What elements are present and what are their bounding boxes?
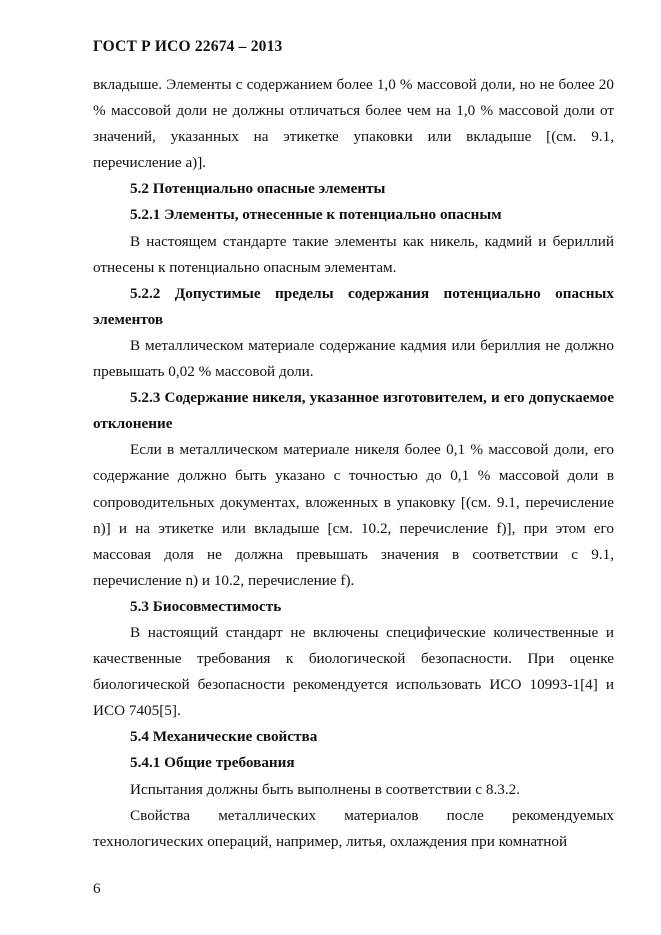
paragraph-5-2-3: Если в металлическом материале никеля более 0,1 % массовой доли, его содержание должно быть указано с точностью до 0,1 % массовой доли в сопроводительных документах, вложенных в упаковку [(см. 9.1, перечисление n)] и на этикетке или вкладыше [см. 10.2, перечисление f)], при этом его массовая доля не должна превышать значения в соответствии с 9.1, перечисление n) и 10.2, перечисление f). bbox=[93, 441, 614, 589]
section-heading-5-2-3: 5.2.3 Содержание никеля, указанное изготовителем, и его допускаемое отклонение bbox=[93, 389, 614, 433]
paragraph-5-2-2: В металлическом материале содержание кадмия или бериллия не должно превышать 0,02 % массовой доли. bbox=[93, 336, 614, 381]
document-body bbox=[93, 72, 614, 855]
page-number: 6 bbox=[93, 880, 101, 897]
paragraph-5-4-1-a: Испытания должны быть выполнены в соответствии с 8.3.2. bbox=[130, 780, 521, 798]
paragraph-5-2-1: В настоящем стандарте такие элементы как никель, кадмий и бериллий отнесены к потенциально опасным элементам. bbox=[93, 232, 614, 276]
paragraph-continuation: вкладыше. Элементы с содержанием более 1,0 % массовой доли, но не более 20 % массовой доли не должны отличаться более чем на 1,0 % массовой доли от значений, указанных на этикетке упаковки или вкладыше [(см. 9.1, перечисление а)]. bbox=[93, 76, 614, 172]
paragraph-5-4-1-b: Свойства металлических материалов после рекомендуемых технологических операций, например, литья, охлаждения при комнатной bbox=[93, 806, 614, 850]
document-header: ГОСТ Р ИСО 22674 – 2013 bbox=[93, 38, 283, 55]
section-heading-5-2: 5.2 Потенциально опасные элементы bbox=[130, 180, 386, 198]
paragraph-5-3: В настоящий стандарт не включены специфические количественные и качественные требования к биологической безопасности. При оценке биологической безопасности рекомендуется использовать ИСО 10993-1[4] и ИСО 7405[5]. bbox=[93, 623, 614, 720]
section-heading-5-2-1: 5.2.1 Элементы, отнесенные к потенциально опасным bbox=[130, 206, 502, 224]
section-heading-5-4-1: 5.4.1 Общие требования bbox=[130, 754, 295, 772]
section-heading-5-4: 5.4 Механические свойства bbox=[130, 728, 318, 746]
section-heading-5-2-2: 5.2.2 Допустимые пределы содержания потенциально опасных элементов bbox=[93, 284, 614, 328]
section-heading-5-3: 5.3 Биосовместимость bbox=[130, 597, 282, 615]
